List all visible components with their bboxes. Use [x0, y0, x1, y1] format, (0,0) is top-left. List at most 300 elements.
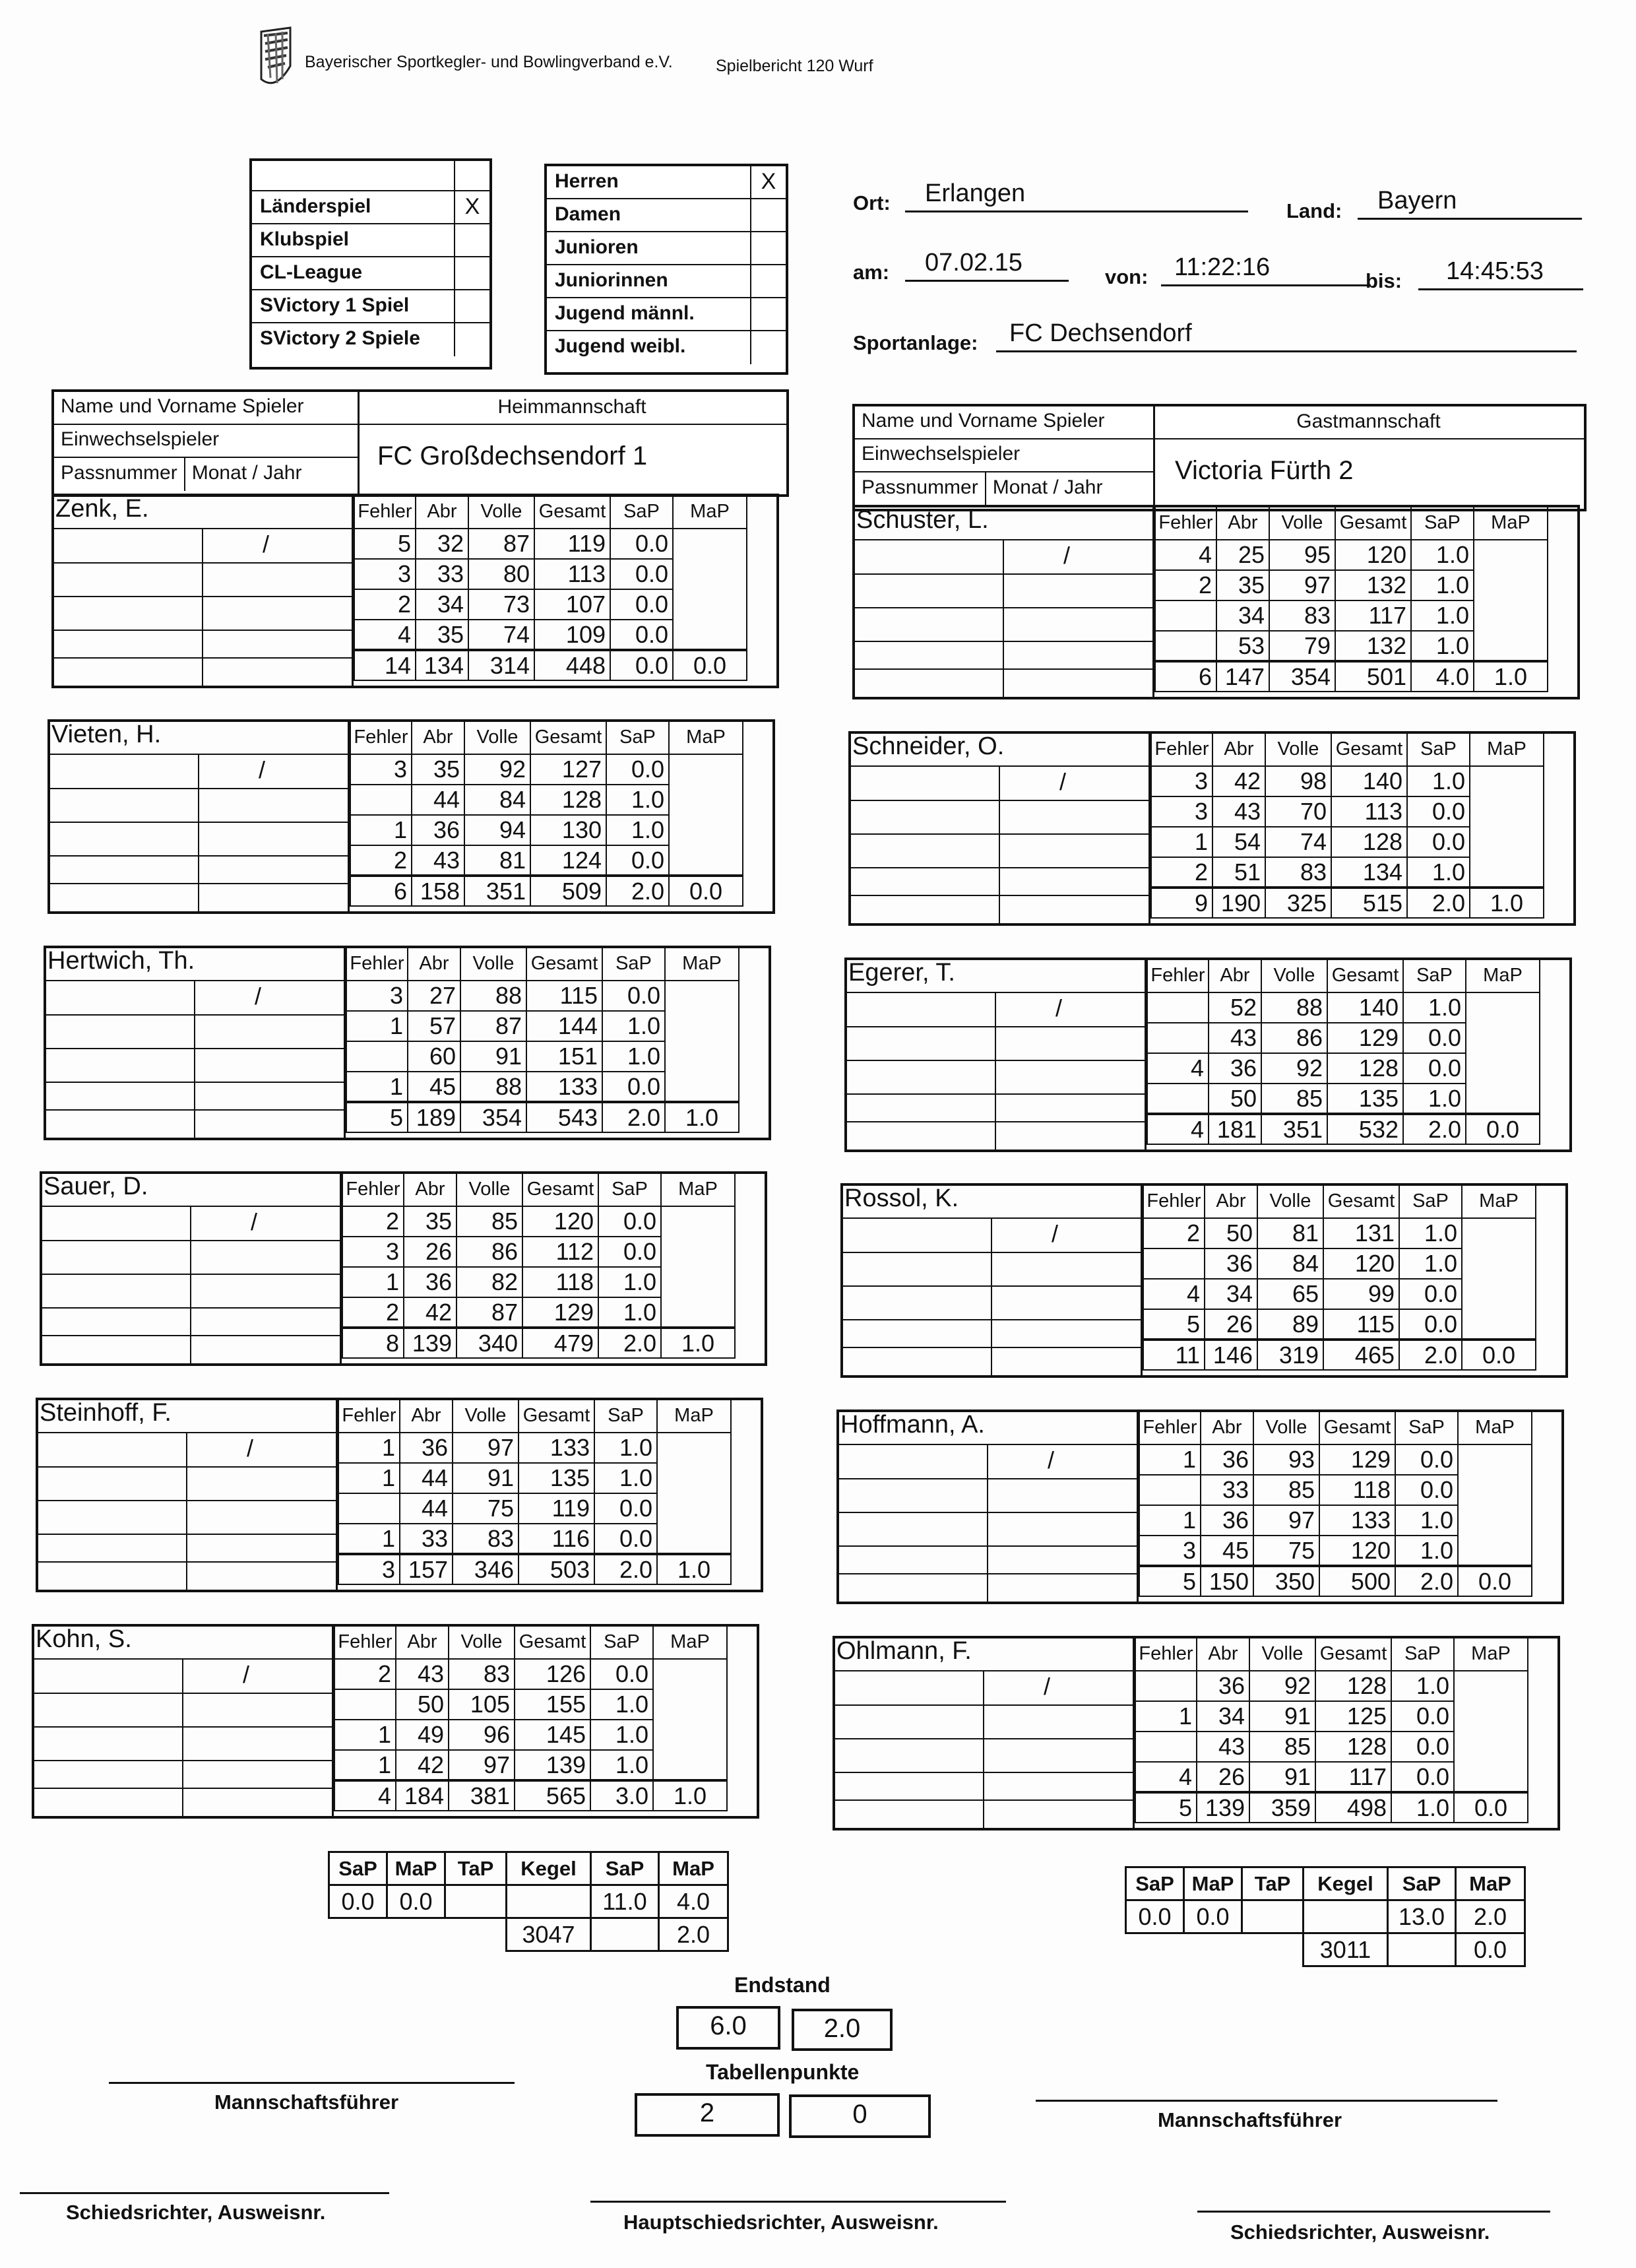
player-name[interactable]: Vieten, H.	[51, 721, 162, 748]
total-cell[interactable]: 150	[1201, 1566, 1253, 1596]
score-cell[interactable]	[1139, 1475, 1201, 1505]
score-cell[interactable]: 109	[534, 620, 610, 650]
captain-away-line[interactable]	[1036, 2100, 1497, 2102]
score-cell[interactable]: 82	[456, 1267, 522, 1297]
score-cell[interactable]: 1	[346, 1072, 408, 1102]
player-name[interactable]: Schneider, O.	[852, 732, 1005, 760]
score-cell[interactable]: 134	[1331, 857, 1407, 888]
score-cell[interactable]: 83	[1265, 857, 1331, 888]
score-cell[interactable]: 45	[1201, 1536, 1253, 1566]
score-cell[interactable]: 97	[1253, 1505, 1319, 1536]
total-cell[interactable]: 501	[1335, 661, 1411, 692]
score-cell[interactable]: 51	[1212, 857, 1265, 888]
score-cell[interactable]: 120	[1323, 1248, 1399, 1279]
score-cell[interactable]: 128	[1327, 1053, 1403, 1084]
player-name[interactable]: Schuster, L.	[856, 506, 989, 534]
score-cell[interactable]: 3	[342, 1237, 404, 1267]
score-cell[interactable]: 1	[334, 1750, 396, 1780]
score-cell[interactable]: 81	[1257, 1218, 1323, 1248]
score-cell[interactable]: 54	[1212, 827, 1265, 857]
score-cell[interactable]	[1147, 1084, 1209, 1114]
score-cell[interactable]: 3	[350, 754, 412, 785]
total-cell[interactable]: 157	[400, 1554, 453, 1584]
score-cell[interactable]: 0.0	[602, 1072, 665, 1102]
score-cell[interactable]: 118	[1319, 1475, 1395, 1505]
score-cell[interactable]: 0.0	[1395, 1475, 1458, 1505]
score-cell[interactable]: 83	[449, 1659, 515, 1689]
score-cell[interactable]: 43	[396, 1659, 449, 1689]
score-cell[interactable]: 1.0	[1395, 1536, 1458, 1566]
total-cell[interactable]: 139	[1197, 1792, 1249, 1823]
score-cell[interactable]: 25	[1216, 540, 1269, 570]
total-cell[interactable]: 0.0	[1462, 1340, 1536, 1370]
score-cell[interactable]: 128	[530, 785, 606, 815]
total-cell[interactable]: 8	[342, 1328, 404, 1358]
ort-field[interactable]: Erlangen	[905, 179, 1248, 212]
score-cell[interactable]: 5	[1143, 1309, 1205, 1340]
score-cell[interactable]: 1.0	[590, 1689, 653, 1720]
score-cell[interactable]: 119	[534, 529, 610, 559]
score-cell[interactable]: 0.0	[594, 1493, 657, 1524]
score-cell[interactable]: 94	[464, 815, 530, 845]
score-cell[interactable]: 4	[1155, 540, 1216, 570]
total-cell[interactable]: 319	[1257, 1340, 1323, 1370]
total-cell[interactable]: 3.0	[590, 1780, 653, 1811]
total-cell[interactable]: 1.0	[1391, 1792, 1454, 1823]
score-cell[interactable]: 86	[456, 1237, 522, 1267]
score-cell[interactable]	[350, 785, 412, 815]
total-cell[interactable]: 2.0	[602, 1102, 665, 1132]
total-cell[interactable]: 1.0	[665, 1102, 739, 1132]
total-cell[interactable]: 503	[519, 1554, 594, 1584]
score-cell[interactable]: 0.0	[594, 1524, 657, 1554]
score-cell[interactable]: 129	[1319, 1444, 1395, 1475]
score-cell[interactable]: 124	[530, 845, 606, 876]
game-type-cl-league[interactable]: CL-League	[252, 257, 489, 290]
score-cell[interactable]: 91	[460, 1041, 526, 1072]
score-cell[interactable]: 1.0	[598, 1267, 661, 1297]
player-name[interactable]: Ohlmann, F.	[836, 1637, 972, 1665]
score-cell[interactable]: 4	[1143, 1279, 1205, 1309]
score-cell[interactable]: 36	[400, 1433, 453, 1463]
total-cell[interactable]: 0.0	[673, 650, 747, 680]
score-cell[interactable]: 1.0	[1395, 1505, 1458, 1536]
score-cell[interactable]: 1.0	[606, 785, 669, 815]
score-cell[interactable]: 2	[342, 1206, 404, 1237]
score-cell[interactable]: 1	[1151, 827, 1212, 857]
score-cell[interactable]	[1155, 631, 1216, 661]
total-cell[interactable]: 4	[1147, 1114, 1209, 1144]
score-cell[interactable]: 1	[1139, 1444, 1201, 1475]
total-cell[interactable]: 498	[1315, 1792, 1391, 1823]
score-cell[interactable]: 43	[1212, 796, 1265, 827]
score-cell[interactable]: 42	[1212, 766, 1265, 796]
game-type-svictory-1[interactable]: SVictory 1 Spiel	[252, 290, 489, 323]
total-cell[interactable]: 3	[338, 1554, 400, 1584]
total-cell[interactable]: 4.0	[1411, 661, 1474, 692]
score-cell[interactable]: 33	[1201, 1475, 1253, 1505]
score-cell[interactable]: 1	[338, 1463, 400, 1493]
player-name[interactable]: Rossol, K.	[844, 1184, 959, 1212]
score-cell[interactable]: 85	[1261, 1084, 1327, 1114]
total-cell[interactable]: 9	[1151, 888, 1212, 918]
score-cell[interactable]: 1.0	[1411, 570, 1474, 600]
total-cell[interactable]: 565	[515, 1780, 590, 1811]
score-cell[interactable]: 35	[1216, 570, 1269, 600]
total-cell[interactable]: 543	[526, 1102, 602, 1132]
score-cell[interactable]: 97	[453, 1433, 519, 1463]
score-cell[interactable]: 36	[1209, 1053, 1261, 1084]
score-cell[interactable]: 95	[1269, 540, 1335, 570]
score-cell[interactable]: 33	[416, 559, 468, 589]
score-cell[interactable]: 93	[1253, 1444, 1319, 1475]
score-cell[interactable]: 36	[404, 1267, 456, 1297]
score-cell[interactable]: 43	[1197, 1732, 1249, 1762]
score-cell[interactable]: 57	[408, 1011, 460, 1041]
score-cell[interactable]: 97	[449, 1750, 515, 1780]
score-cell[interactable]: 1.0	[590, 1750, 653, 1780]
score-cell[interactable]: 2	[354, 589, 416, 620]
score-cell[interactable]	[1135, 1671, 1197, 1701]
score-cell[interactable]: 107	[534, 589, 610, 620]
total-cell[interactable]: 1.0	[653, 1780, 727, 1811]
score-cell[interactable]: 0.0	[1399, 1279, 1462, 1309]
score-cell[interactable]: 1	[342, 1267, 404, 1297]
score-cell[interactable]: 0.0	[610, 529, 673, 559]
score-cell[interactable]: 86	[1261, 1023, 1327, 1053]
score-cell[interactable]: 92	[1249, 1671, 1315, 1701]
score-cell[interactable]: 113	[1331, 796, 1407, 827]
player-name[interactable]: Hoffmann, A.	[840, 1411, 985, 1439]
score-cell[interactable]: 0.0	[1407, 827, 1470, 857]
total-cell[interactable]: 340	[456, 1328, 522, 1358]
score-cell[interactable]: 0.0	[602, 981, 665, 1011]
score-cell[interactable]: 0.0	[590, 1659, 653, 1689]
score-cell[interactable]: 85	[456, 1206, 522, 1237]
total-cell[interactable]: 1.0	[1470, 888, 1544, 918]
score-cell[interactable]: 33	[400, 1524, 453, 1554]
player-name[interactable]: Zenk, E.	[55, 495, 149, 523]
score-cell[interactable]: 91	[1249, 1762, 1315, 1792]
score-cell[interactable]: 140	[1331, 766, 1407, 796]
score-cell[interactable]: 118	[522, 1267, 598, 1297]
total-cell[interactable]: 325	[1265, 888, 1331, 918]
land-field[interactable]: Bayern	[1358, 187, 1582, 220]
score-cell[interactable]: 1	[1139, 1505, 1201, 1536]
score-cell[interactable]: 112	[522, 1237, 598, 1267]
score-cell[interactable]: 1.0	[594, 1433, 657, 1463]
score-cell[interactable]: 50	[1205, 1218, 1257, 1248]
score-cell[interactable]: 131	[1323, 1218, 1399, 1248]
category-juniorinnen[interactable]: Juniorinnen	[547, 265, 786, 298]
total-cell[interactable]: 1.0	[1474, 661, 1548, 692]
score-cell[interactable]	[1155, 600, 1216, 631]
score-cell[interactable]: 1.0	[1403, 1084, 1466, 1114]
score-cell[interactable]: 74	[468, 620, 534, 650]
score-cell[interactable]: 34	[1216, 600, 1269, 631]
score-cell[interactable]: 129	[1327, 1023, 1403, 1053]
score-cell[interactable]	[338, 1493, 400, 1524]
score-cell[interactable]: 79	[1269, 631, 1335, 661]
score-cell[interactable]: 0.0	[1395, 1444, 1458, 1475]
total-cell[interactable]: 147	[1216, 661, 1269, 692]
score-cell[interactable]: 84	[464, 785, 530, 815]
score-cell[interactable]	[1135, 1732, 1197, 1762]
score-cell[interactable]: 0.0	[606, 754, 669, 785]
score-cell[interactable]: 36	[1201, 1444, 1253, 1475]
score-cell[interactable]: 120	[522, 1206, 598, 1237]
score-cell[interactable]: 1.0	[1399, 1248, 1462, 1279]
total-cell[interactable]: 1.0	[657, 1554, 731, 1584]
score-cell[interactable]: 3	[354, 559, 416, 589]
player-name[interactable]: Hertwich, Th.	[47, 947, 195, 975]
total-cell[interactable]: 515	[1331, 888, 1407, 918]
score-cell[interactable]: 2	[1151, 857, 1212, 888]
score-cell[interactable]: 0.0	[606, 845, 669, 876]
score-cell[interactable]: 1	[334, 1720, 396, 1750]
score-cell[interactable]: 83	[1269, 600, 1335, 631]
score-cell[interactable]: 135	[519, 1463, 594, 1493]
score-cell[interactable]: 88	[460, 981, 526, 1011]
score-cell[interactable]: 53	[1216, 631, 1269, 661]
score-cell[interactable]: 0.0	[1391, 1732, 1454, 1762]
score-cell[interactable]: 0.0	[610, 589, 673, 620]
score-cell[interactable]: 3	[1139, 1536, 1201, 1566]
score-cell[interactable]: 1.0	[1391, 1671, 1454, 1701]
score-cell[interactable]: 105	[449, 1689, 515, 1720]
score-cell[interactable]	[1147, 1023, 1209, 1053]
total-cell[interactable]: 2.0	[606, 876, 669, 906]
total-cell[interactable]: 350	[1253, 1566, 1319, 1596]
score-cell[interactable]: 140	[1327, 992, 1403, 1023]
score-cell[interactable]: 132	[1335, 570, 1411, 600]
category-junioren[interactable]: Junioren	[547, 232, 786, 265]
total-cell[interactable]: 189	[408, 1102, 460, 1132]
score-cell[interactable]	[334, 1689, 396, 1720]
score-cell[interactable]: 75	[453, 1493, 519, 1524]
score-cell[interactable]: 1.0	[1411, 540, 1474, 570]
total-cell[interactable]: 0.0	[610, 650, 673, 680]
total-cell[interactable]: 190	[1212, 888, 1265, 918]
score-cell[interactable]: 133	[526, 1072, 602, 1102]
total-cell[interactable]: 5	[1135, 1792, 1197, 1823]
total-cell[interactable]: 500	[1319, 1566, 1395, 1596]
total-cell[interactable]: 158	[412, 876, 464, 906]
referee-home-line[interactable]	[20, 2192, 389, 2194]
score-cell[interactable]: 52	[1209, 992, 1261, 1023]
score-cell[interactable]: 87	[460, 1011, 526, 1041]
score-cell[interactable]: 1.0	[590, 1720, 653, 1750]
score-cell[interactable]: 0.0	[610, 620, 673, 650]
score-cell[interactable]: 115	[1323, 1309, 1399, 1340]
score-cell[interactable]: 120	[1319, 1536, 1395, 1566]
score-cell[interactable]: 3	[346, 981, 408, 1011]
total-cell[interactable]: 354	[1269, 661, 1335, 692]
score-cell[interactable]: 0.0	[1399, 1309, 1462, 1340]
total-cell[interactable]: 448	[534, 650, 610, 680]
score-cell[interactable]: 1.0	[598, 1297, 661, 1328]
score-cell[interactable]: 85	[1249, 1732, 1315, 1762]
score-cell[interactable]: 70	[1265, 796, 1331, 827]
score-cell[interactable]: 36	[412, 815, 464, 845]
score-cell[interactable]: 1	[1135, 1701, 1197, 1732]
score-cell[interactable]: 92	[1261, 1053, 1327, 1084]
sportanlage-field[interactable]: FC Dechsendorf	[996, 319, 1577, 352]
score-cell[interactable]: 1.0	[1407, 766, 1470, 796]
score-cell[interactable]: 35	[416, 620, 468, 650]
category-jugend-maennl[interactable]: Jugend männl.	[547, 298, 786, 331]
total-cell[interactable]: 0.0	[669, 876, 743, 906]
score-cell[interactable]: 145	[515, 1720, 590, 1750]
score-cell[interactable]: 87	[468, 529, 534, 559]
total-cell[interactable]: 2.0	[1395, 1566, 1458, 1596]
score-cell[interactable]	[1143, 1248, 1205, 1279]
score-cell[interactable]: 26	[1197, 1762, 1249, 1792]
score-cell[interactable]: 74	[1265, 827, 1331, 857]
score-cell[interactable]: 98	[1265, 766, 1331, 796]
score-cell[interactable]: 1.0	[1411, 600, 1474, 631]
total-cell[interactable]: 1.0	[661, 1328, 735, 1358]
total-cell[interactable]: 134	[416, 650, 468, 680]
total-cell[interactable]: 0.0	[1454, 1792, 1528, 1823]
score-cell[interactable]: 89	[1257, 1309, 1323, 1340]
score-cell[interactable]: 88	[1261, 992, 1327, 1023]
score-cell[interactable]: 1.0	[606, 815, 669, 845]
score-cell[interactable]: 87	[456, 1297, 522, 1328]
total-cell[interactable]: 346	[453, 1554, 519, 1584]
score-cell[interactable]: 117	[1315, 1762, 1391, 1792]
total-cell[interactable]: 139	[404, 1328, 456, 1358]
score-cell[interactable]: 116	[519, 1524, 594, 1554]
total-cell[interactable]: 4	[334, 1780, 396, 1811]
total-cell[interactable]: 184	[396, 1780, 449, 1811]
score-cell[interactable]: 0.0	[1407, 796, 1470, 827]
score-cell[interactable]: 26	[1205, 1309, 1257, 1340]
score-cell[interactable]: 96	[449, 1720, 515, 1750]
score-cell[interactable]: 133	[1319, 1505, 1395, 1536]
score-cell[interactable]: 34	[416, 589, 468, 620]
score-cell[interactable]: 139	[515, 1750, 590, 1780]
score-cell[interactable]: 126	[515, 1659, 590, 1689]
score-cell[interactable]: 81	[464, 845, 530, 876]
total-cell[interactable]: 146	[1205, 1340, 1257, 1370]
score-cell[interactable]: 36	[1197, 1671, 1249, 1701]
score-cell[interactable]: 151	[526, 1041, 602, 1072]
score-cell[interactable]: 36	[1205, 1248, 1257, 1279]
head-referee-line[interactable]	[590, 2201, 1006, 2203]
score-cell[interactable]: 1	[350, 815, 412, 845]
score-cell[interactable]: 44	[400, 1463, 453, 1493]
score-cell[interactable]: 4	[1135, 1762, 1197, 1792]
game-type-svictory-2[interactable]: SVictory 2 Spiele	[252, 323, 489, 356]
score-cell[interactable]: 44	[400, 1493, 453, 1524]
total-cell[interactable]: 359	[1249, 1792, 1315, 1823]
score-cell[interactable]: 0.0	[1391, 1762, 1454, 1792]
score-cell[interactable]: 128	[1315, 1732, 1391, 1762]
score-cell[interactable]: 36	[1201, 1505, 1253, 1536]
score-cell[interactable]: 1.0	[602, 1011, 665, 1041]
score-cell[interactable]: 130	[530, 815, 606, 845]
score-cell[interactable]: 4	[354, 620, 416, 650]
total-cell[interactable]: 509	[530, 876, 606, 906]
score-cell[interactable]: 49	[396, 1720, 449, 1750]
score-cell[interactable]: 2	[1143, 1218, 1205, 1248]
score-cell[interactable]: 1	[346, 1011, 408, 1041]
score-cell[interactable]: 0.0	[598, 1206, 661, 1237]
score-cell[interactable]: 0.0	[1403, 1023, 1466, 1053]
score-cell[interactable]: 80	[468, 559, 534, 589]
score-cell[interactable]: 120	[1335, 540, 1411, 570]
score-cell[interactable]: 35	[412, 754, 464, 785]
game-type-klubspiel[interactable]: Klubspiel	[252, 224, 489, 257]
total-cell[interactable]: 354	[460, 1102, 526, 1132]
total-cell[interactable]: 2.0	[1407, 888, 1470, 918]
score-cell[interactable]: 2	[334, 1659, 396, 1689]
score-cell[interactable]: 75	[1253, 1536, 1319, 1566]
captain-home-line[interactable]	[109, 2082, 515, 2084]
total-cell[interactable]: 2.0	[1403, 1114, 1466, 1144]
score-cell[interactable]: 26	[404, 1237, 456, 1267]
score-cell[interactable]: 32	[416, 529, 468, 559]
score-cell[interactable]: 42	[396, 1750, 449, 1780]
score-cell[interactable]: 0.0	[598, 1237, 661, 1267]
score-cell[interactable]: 127	[530, 754, 606, 785]
total-cell[interactable]: 2.0	[598, 1328, 661, 1358]
category-damen[interactable]: Damen	[547, 199, 786, 232]
von-field[interactable]: 11:22:16	[1161, 253, 1371, 286]
score-cell[interactable]: 43	[1209, 1023, 1261, 1053]
score-cell[interactable]: 1.0	[602, 1041, 665, 1072]
total-cell[interactable]: 6	[350, 876, 412, 906]
player-name[interactable]: Steinhoff, F.	[40, 1399, 172, 1427]
score-cell[interactable]: 50	[1209, 1084, 1261, 1114]
score-cell[interactable]: 129	[522, 1297, 598, 1328]
score-cell[interactable]: 5	[354, 529, 416, 559]
score-cell[interactable]: 128	[1315, 1671, 1391, 1701]
score-cell[interactable]: 88	[460, 1072, 526, 1102]
score-cell[interactable]: 128	[1331, 827, 1407, 857]
total-cell[interactable]: 181	[1209, 1114, 1261, 1144]
player-name[interactable]: Sauer, D.	[44, 1173, 148, 1200]
score-cell[interactable]: 115	[526, 981, 602, 1011]
score-cell[interactable]: 1	[338, 1524, 400, 1554]
score-cell[interactable]: 34	[1205, 1279, 1257, 1309]
category-herren[interactable]: Herren X	[547, 166, 786, 199]
score-cell[interactable]: 84	[1257, 1248, 1323, 1279]
score-cell[interactable]: 113	[534, 559, 610, 589]
score-cell[interactable]: 92	[464, 754, 530, 785]
score-cell[interactable]: 2	[350, 845, 412, 876]
category-jugend-weibl[interactable]: Jugend weibl.	[547, 331, 786, 364]
total-cell[interactable]: 6	[1155, 661, 1216, 692]
total-cell[interactable]: 351	[464, 876, 530, 906]
total-cell[interactable]: 381	[449, 1780, 515, 1811]
score-cell[interactable]: 133	[519, 1433, 594, 1463]
bis-field[interactable]: 14:45:53	[1418, 257, 1583, 290]
total-cell[interactable]: 11	[1143, 1340, 1205, 1370]
score-cell[interactable]: 1.0	[1411, 631, 1474, 661]
score-cell[interactable]: 119	[519, 1493, 594, 1524]
score-cell[interactable]: 91	[453, 1463, 519, 1493]
score-cell[interactable]: 135	[1327, 1084, 1403, 1114]
score-cell[interactable]: 27	[408, 981, 460, 1011]
score-cell[interactable]: 65	[1257, 1279, 1323, 1309]
score-cell[interactable]: 99	[1323, 1279, 1399, 1309]
total-cell[interactable]: 479	[522, 1328, 598, 1358]
score-cell[interactable]: 144	[526, 1011, 602, 1041]
score-cell[interactable]: 73	[468, 589, 534, 620]
score-cell[interactable]: 125	[1315, 1701, 1391, 1732]
